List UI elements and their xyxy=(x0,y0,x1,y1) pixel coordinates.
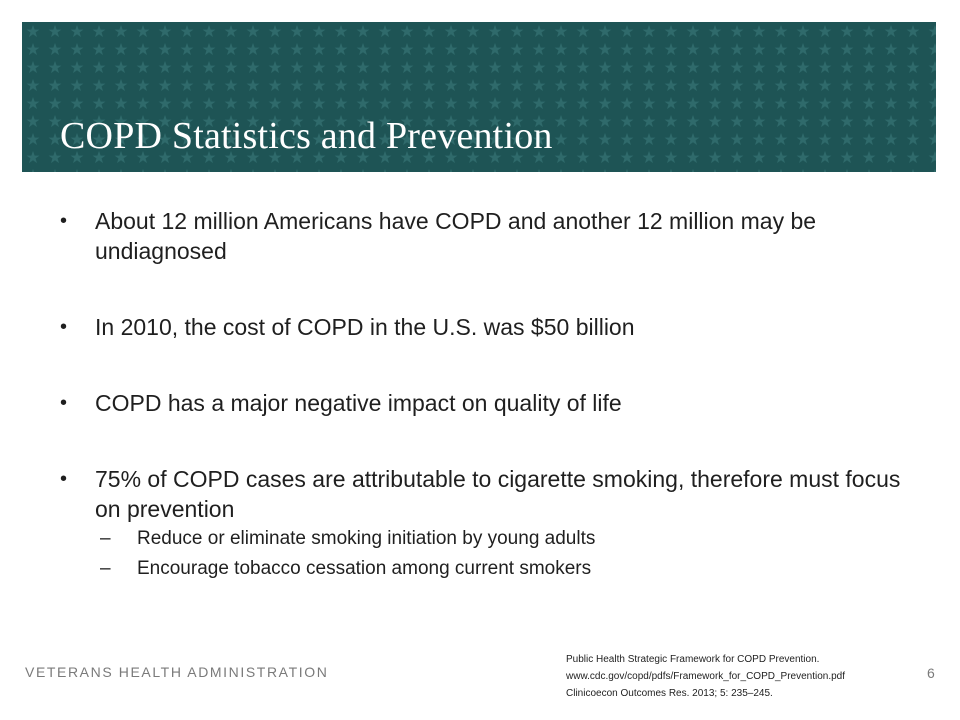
list-item xyxy=(60,312,920,342)
bullet-text: About 12 million Americans have COPD and another 12 million may be undiagnosed xyxy=(95,208,817,264)
page-number: 6 xyxy=(927,665,935,681)
sub-list-item xyxy=(60,524,920,554)
dash-icon: – xyxy=(100,528,111,549)
sub-list-item xyxy=(60,554,920,584)
dash-icon: – xyxy=(100,558,111,579)
bullet-text: 75% of COPD cases are attributable to cigarette smoking, therefore must focus on prevention xyxy=(95,466,901,522)
list-item xyxy=(60,464,920,524)
page-title: COPD Statistics and Prevention xyxy=(60,115,553,157)
bullet-list xyxy=(60,206,920,584)
sub-bullet-text: Encourage tobacco cessation among current smokers xyxy=(137,558,592,579)
bullet-text: In 2010, the cost of COPD in the U.S. was $50 billion xyxy=(95,314,635,340)
title-banner xyxy=(22,22,936,172)
bullet-icon: • xyxy=(60,392,68,414)
sub-bullet-text: Reduce or eliminate smoking initiation by young adults xyxy=(137,528,596,549)
list-item xyxy=(60,206,920,266)
reference-line: Public Health Strategic Framework for COPD Prevention. xyxy=(566,654,820,665)
bullet-icon: • xyxy=(60,210,68,232)
bullet-icon: • xyxy=(60,468,68,490)
organization-footer: VETERANS HEALTH ADMINISTRATION xyxy=(25,664,329,680)
bullet-text: COPD has a major negative impact on quality of life xyxy=(95,390,622,416)
reference-line: Clinicoecon Outcomes Res. 2013; 5: 235–245. xyxy=(566,688,773,699)
bullet-icon: • xyxy=(60,316,68,338)
reference-link[interactable]: www.cdc.gov/copd/pdfs/Framework_for_COPD_Prevention.pdf xyxy=(566,671,846,682)
list-item xyxy=(60,388,920,418)
references xyxy=(566,651,845,702)
